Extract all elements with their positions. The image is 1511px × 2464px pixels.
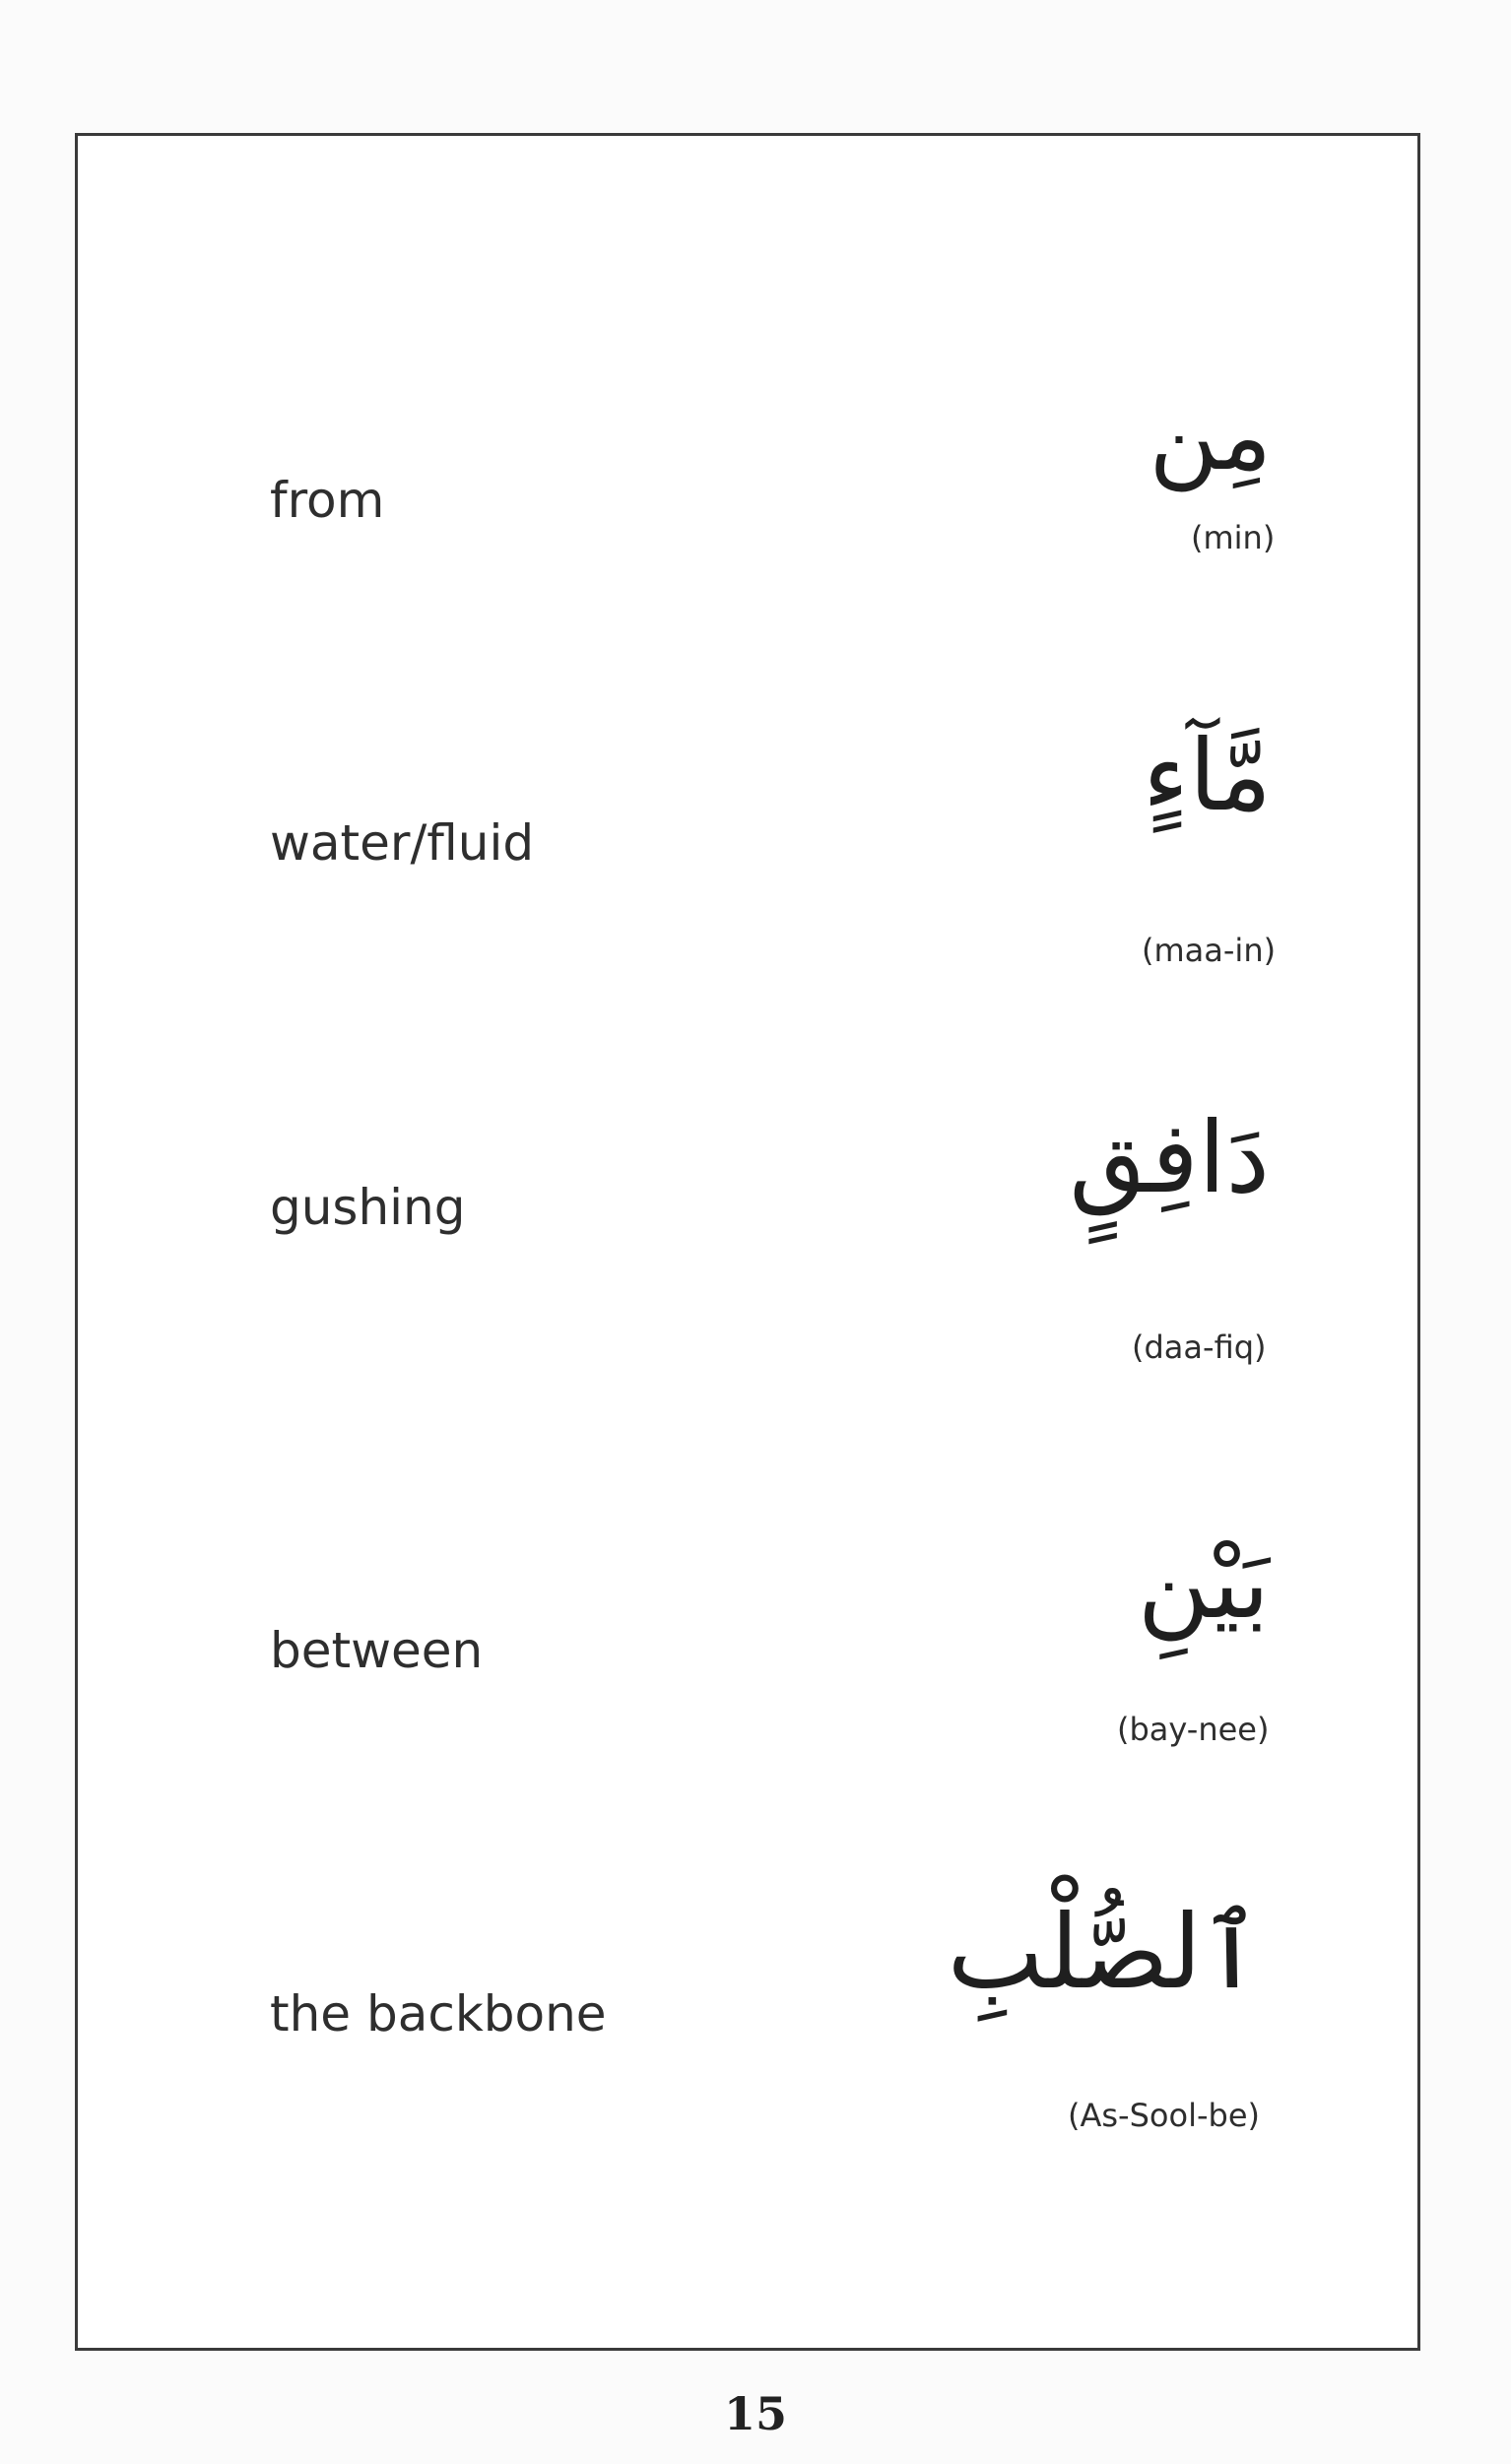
transliteration: (bay-nee) [1117, 1711, 1270, 1748]
page-number: 15 [723, 2387, 787, 2440]
transliteration: (maa-in) [1142, 932, 1277, 969]
arabic-word: مِن [1149, 381, 1272, 491]
arabic-word: دَافِقٍ [1069, 1100, 1270, 1215]
arabic-word: مَّآءٍ [1142, 718, 1272, 833]
english-word: the backbone [270, 1985, 607, 2043]
arabic-word: بَيْنِ [1137, 1525, 1270, 1641]
transliteration: (As-Sool-be) [1068, 2097, 1260, 2134]
english-word: water/fluid [270, 814, 535, 872]
page-frame [75, 133, 1420, 2351]
transliteration: (daa-fiq) [1132, 1329, 1267, 1366]
english-word: from [270, 472, 385, 529]
english-word: between [270, 1622, 484, 1679]
english-word: gushing [270, 1179, 466, 1236]
transliteration: (min) [1191, 519, 1276, 556]
arabic-word: ٱلصُّلْبِ [947, 1892, 1262, 2012]
